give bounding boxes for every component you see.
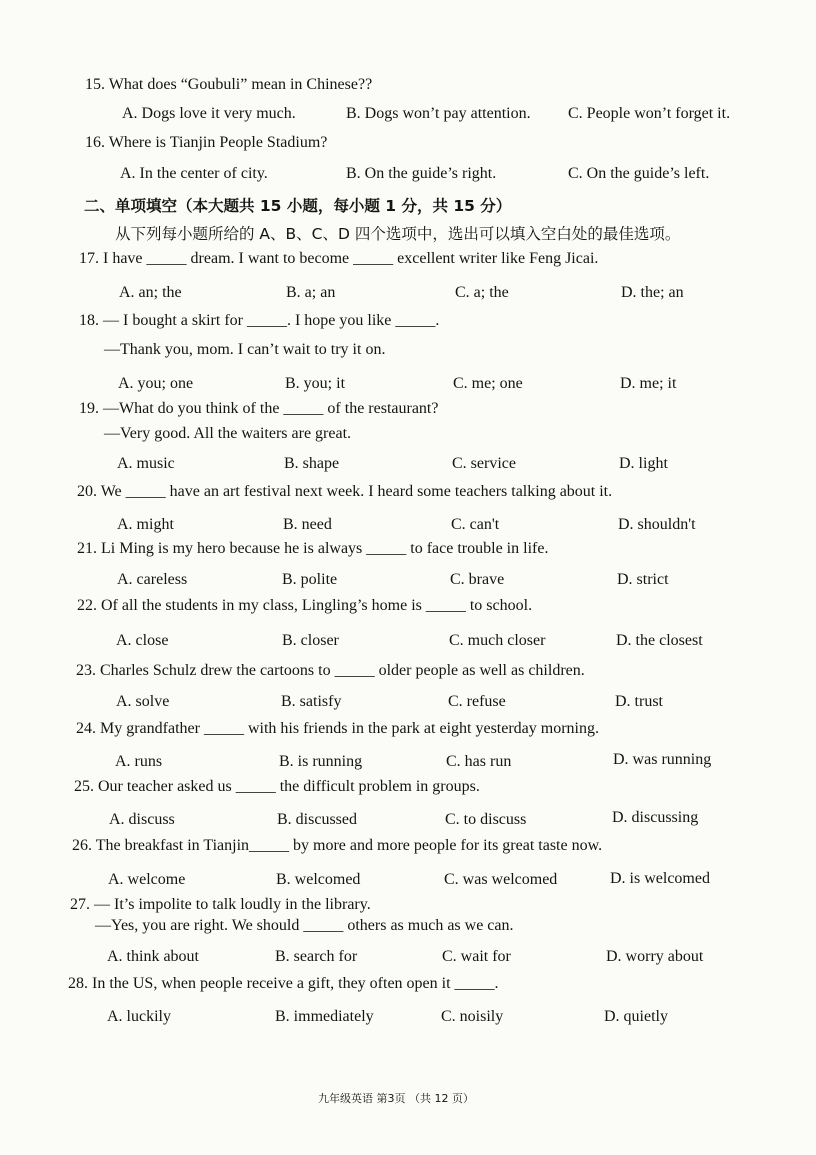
question-26-stem: 26. The breakfast in Tianjin_____ by more and more people for its great taste now. [72, 837, 603, 854]
question-22-stem: 22. Of all the students in my class, Lingling’s home is _____ to school. [77, 597, 533, 614]
question-21-stem: 21. Li Ming is my hero because he is always _____ to face trouble in life. [77, 540, 549, 557]
q27-option-d: D. worry about [606, 948, 704, 965]
q15-option-a: A. Dogs love it very much. [122, 105, 296, 122]
q28-option-a: A. luckily [107, 1008, 171, 1025]
q26-option-b: B. welcomed [276, 871, 361, 888]
q18-option-c: C. me; one [453, 375, 523, 392]
q19-option-b: B. shape [284, 455, 340, 472]
q23-option-a: A. solve [116, 693, 170, 710]
q16-option-c: C. On the guide’s left. [568, 165, 710, 182]
question-18-reply: —Thank you, mom. I can’t wait to try it on. [104, 341, 386, 358]
question-23-stem: 23. Charles Schulz drew the cartoons to _____ older people as well as children. [76, 662, 585, 679]
q22-option-a: A. close [116, 632, 169, 649]
q21-option-c: C. brave [450, 571, 505, 588]
question-25-stem: 25. Our teacher asked us _____ the difficult problem in groups. [74, 778, 480, 795]
q17-option-c: C. a; the [455, 284, 509, 301]
question-27-stem: 27. — It’s impolite to talk loudly in the library. [70, 896, 371, 913]
q25-option-b: B. discussed [277, 811, 357, 828]
question-19-reply: —Very good. All the waiters are great. [104, 425, 352, 442]
question-17-stem: 17. I have _____ dream. I want to become _____ excellent writer like Feng Jicai. [79, 250, 599, 267]
q20-option-c: C. can't [451, 516, 500, 533]
question-24-stem: 24. My grandfather _____ with his friends in the park at eight yesterday morning. [76, 720, 599, 737]
q16-option-b: B. On the guide’s right. [346, 165, 497, 182]
q23-option-d: D. trust [615, 693, 663, 710]
q18-option-d: D. me; it [620, 375, 677, 392]
q24-option-c: C. has run [446, 753, 512, 770]
q18-option-b: B. you; it [285, 375, 346, 392]
question-15-stem: 15. What does “Goubuli” mean in Chinese?? [85, 76, 373, 93]
q22-option-b: B. closer [282, 632, 339, 649]
q20-option-b: B. need [283, 516, 332, 533]
q23-option-b: B. satisfy [281, 693, 342, 710]
q26-option-c: C. was welcomed [444, 871, 558, 888]
q23-option-c: C. refuse [448, 693, 506, 710]
q20-option-a: A. might [117, 516, 174, 533]
q18-option-a: A. you; one [118, 375, 194, 392]
q24-option-a: A. runs [115, 753, 163, 770]
q19-option-a: A. music [117, 455, 175, 472]
q21-option-a: A. careless [117, 571, 188, 588]
q28-option-b: B. immediately [275, 1008, 374, 1025]
question-18-stem: 18. — I bought a skirt for _____. I hope you like _____. [79, 312, 440, 329]
q15-option-b: B. Dogs won’t pay attention. [346, 105, 531, 122]
q16-option-a: A. In the center of city. [120, 165, 268, 182]
q17-option-a: A. an; the [119, 284, 182, 301]
q27-option-a: A. think about [107, 948, 199, 965]
q22-option-c: C. much closer [449, 632, 546, 649]
q24-option-b: B. is running [279, 753, 363, 770]
question-19-stem: 19. —What do you think of the _____ of the restaurant? [79, 400, 439, 417]
section-heading: 二、单项填空（本大题共 15 小题，每小题 1 分，共 15 分） [84, 197, 512, 215]
question-27-reply: —Yes, you are right. We should _____ others as much as we can. [95, 917, 514, 934]
q26-option-a: A. welcome [108, 871, 186, 888]
q27-option-c: C. wait for [442, 948, 511, 965]
q25-option-d: D. discussing [612, 809, 699, 826]
q19-option-d: D. light [619, 455, 668, 472]
q25-option-a: A. discuss [109, 811, 175, 828]
q15-option-c: C. People won’t forget it. [568, 105, 731, 122]
q26-option-d: D. is welcomed [610, 870, 710, 887]
q22-option-d: D. the closest [616, 632, 703, 649]
q17-option-d: D. the; an [621, 284, 684, 301]
q19-option-c: C. service [452, 455, 516, 472]
q27-option-b: B. search for [275, 948, 358, 965]
q28-option-d: D. quietly [604, 1008, 668, 1025]
question-20-stem: 20. We _____ have an art festival next week. I heard some teachers talking about it. [77, 483, 613, 500]
q24-option-d: D. was running [613, 751, 712, 768]
q21-option-d: D. strict [617, 571, 669, 588]
page-footer: 九年级英语 第3页 （共 12 页） [318, 1092, 474, 1105]
q28-option-c: C. noisily [441, 1008, 504, 1025]
q20-option-d: D. shouldn't [618, 516, 696, 533]
question-16-stem: 16. Where is Tianjin People Stadium? [85, 134, 328, 151]
q25-option-c: C. to discuss [445, 811, 527, 828]
question-28-stem: 28. In the US, when people receive a gift, they often open it _____. [68, 975, 499, 992]
q17-option-b: B. a; an [286, 284, 336, 301]
q21-option-b: B. polite [282, 571, 338, 588]
section-instruction: 从下列每小题所给的 A、B、C、D 四个选项中，选出可以填入空白处的最佳选项。 [115, 225, 681, 243]
